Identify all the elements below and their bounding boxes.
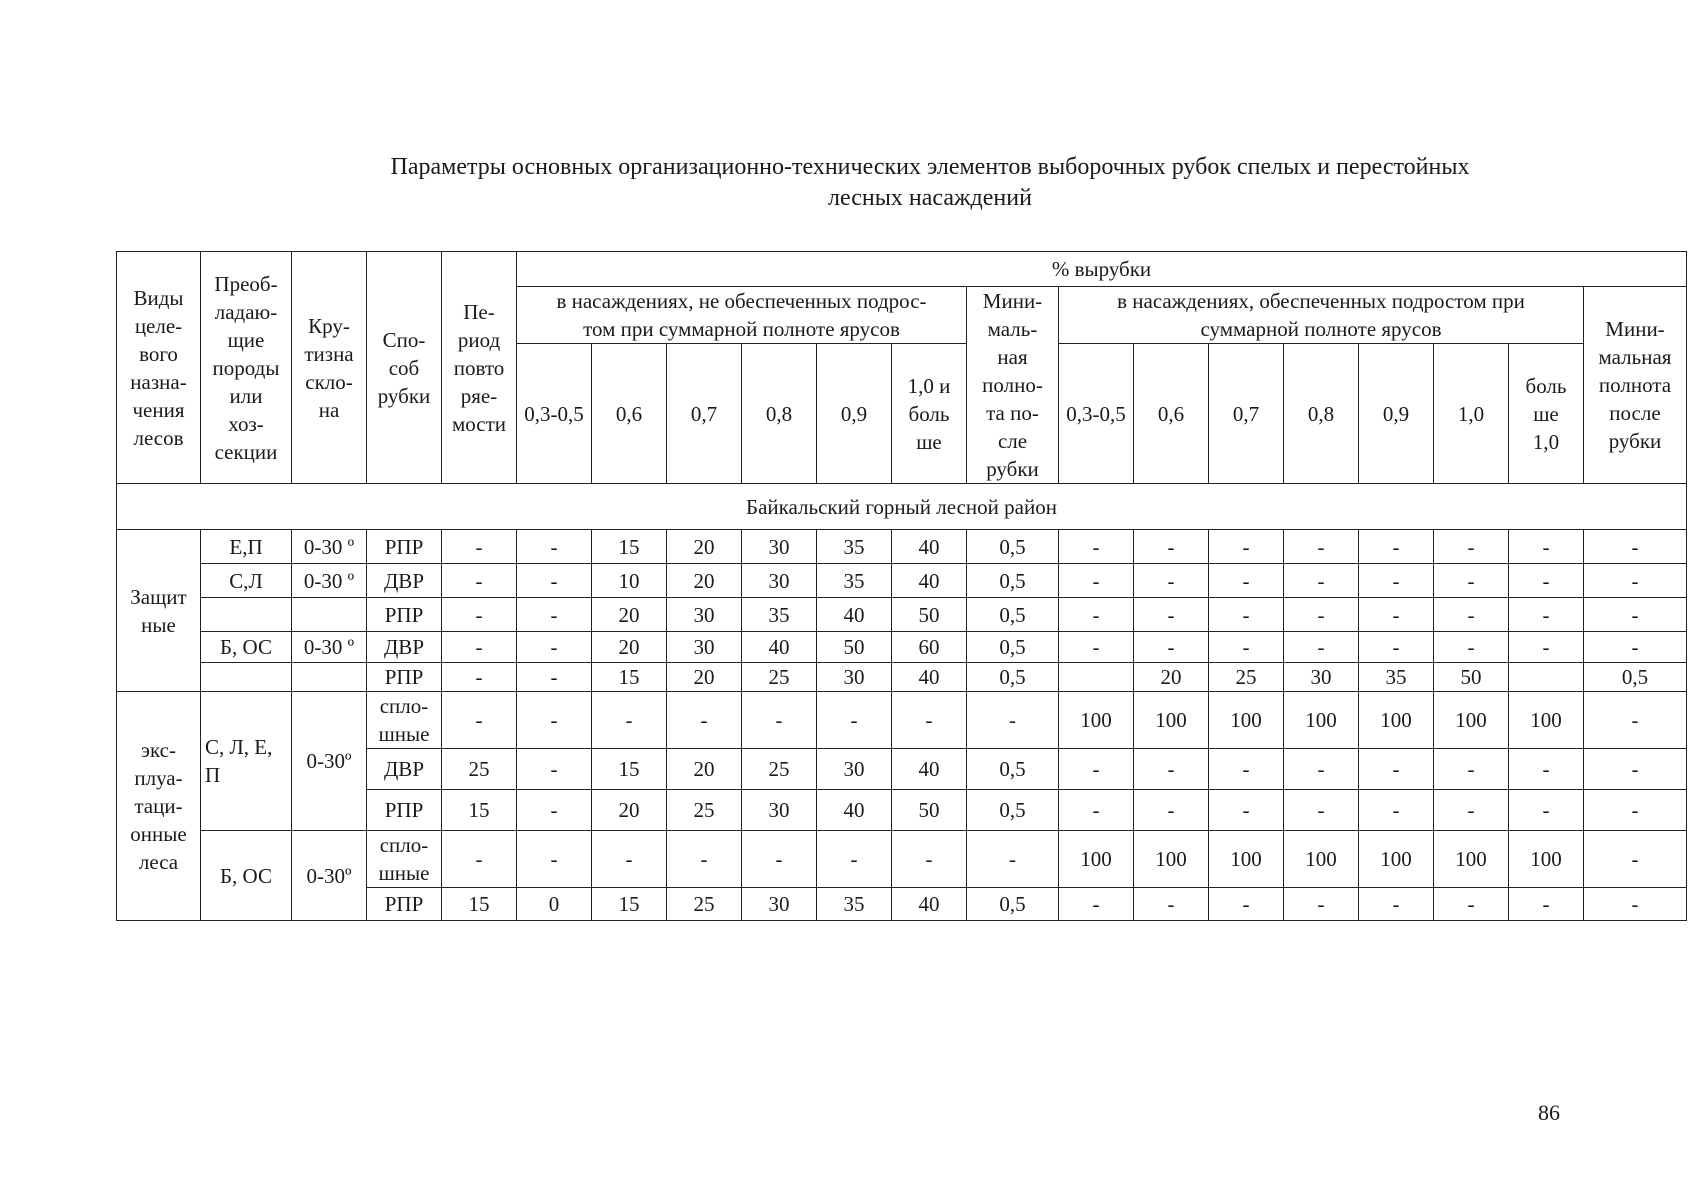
- value-cell: 100: [1284, 831, 1359, 888]
- value-cell: -: [1434, 564, 1509, 598]
- header-min-density-2: Мини- мальная полнота после рубки: [1584, 287, 1687, 484]
- value-cell: 40: [892, 530, 967, 564]
- value-cell: -: [1134, 749, 1209, 790]
- value-cell: 30: [742, 530, 817, 564]
- method-cell: РПР: [367, 888, 442, 921]
- slope-cell: 0-30 º: [292, 632, 367, 663]
- value-cell: -: [1509, 632, 1584, 663]
- value-cell: 20: [592, 632, 667, 663]
- period-cell: -: [442, 692, 517, 749]
- value-cell: 35: [817, 564, 892, 598]
- document-title: [230, 152, 1630, 214]
- period-cell: -: [442, 831, 517, 888]
- value-cell: 100: [1059, 692, 1134, 749]
- value-cell: -: [1359, 598, 1434, 632]
- min-density-cell: 0,5: [967, 632, 1059, 663]
- value-cell: -: [1134, 530, 1209, 564]
- value-cell: -: [592, 692, 667, 749]
- value-cell: -: [1209, 564, 1284, 598]
- value-cell: -: [1059, 632, 1134, 663]
- value-cell: 100: [1359, 831, 1434, 888]
- species-cell: С,Л: [201, 564, 292, 598]
- value-cell: -: [1509, 790, 1584, 831]
- value-cell: 15: [592, 749, 667, 790]
- min-density-cell: -: [967, 831, 1059, 888]
- species-cell: Е,П: [201, 530, 292, 564]
- value-cell: 35: [742, 598, 817, 632]
- value-cell: -: [1209, 598, 1284, 632]
- value-cell: 30: [742, 888, 817, 921]
- value-cell: 30: [1284, 663, 1359, 692]
- density-col-b: 0,8: [1284, 344, 1359, 484]
- value-cell: 30: [817, 749, 892, 790]
- density-col-a: 0,8: [742, 344, 817, 484]
- method-cell: ДВР: [367, 632, 442, 663]
- method-cell: сплo- шные: [367, 692, 442, 749]
- value-cell: -: [517, 564, 592, 598]
- method-cell: ДВР: [367, 564, 442, 598]
- value-cell: 50: [817, 632, 892, 663]
- title-line-1: Параметры основных организационно-технических элементов выборочных рубок спелых и перестойных: [390, 154, 1470, 180]
- value-cell: -: [1059, 564, 1134, 598]
- value-cell: 50: [892, 598, 967, 632]
- value-cell: -: [1509, 749, 1584, 790]
- species-cell: Б, ОС: [201, 831, 292, 921]
- value-cell: 20: [667, 530, 742, 564]
- min-density-cell: -: [1584, 692, 1687, 749]
- min-density-cell: -: [1584, 888, 1687, 921]
- header-purpose: Виды целе- вого назна- чения лесов: [117, 252, 201, 484]
- value-cell: -: [1359, 564, 1434, 598]
- value-cell: -: [517, 790, 592, 831]
- value-cell: 100: [1284, 692, 1359, 749]
- value-cell: -: [1284, 790, 1359, 831]
- value-cell: -: [667, 692, 742, 749]
- value-cell: 20: [592, 790, 667, 831]
- value-cell: 30: [742, 790, 817, 831]
- value-cell: -: [1434, 530, 1509, 564]
- value-cell: -: [1434, 749, 1509, 790]
- min-density-cell: -: [1584, 831, 1687, 888]
- density-col-b: боль ше 1,0: [1509, 344, 1584, 484]
- value-cell: 100: [1209, 831, 1284, 888]
- density-col-a: 1,0 и боль ше: [892, 344, 967, 484]
- group-exploitation: экс- плуа- таци- онные леса: [117, 692, 201, 921]
- value-cell: [1509, 663, 1584, 692]
- value-cell: -: [517, 530, 592, 564]
- value-cell: -: [1209, 790, 1284, 831]
- value-cell: -: [1434, 598, 1509, 632]
- min-density-cell: -: [1584, 632, 1687, 663]
- method-cell: сплo- шные: [367, 831, 442, 888]
- value-cell: -: [1059, 888, 1134, 921]
- min-density-cell: 0,5: [967, 888, 1059, 921]
- species-cell: [201, 598, 292, 632]
- value-cell: -: [1209, 632, 1284, 663]
- min-density-cell: 0,5: [967, 790, 1059, 831]
- value-cell: -: [1284, 888, 1359, 921]
- value-cell: 40: [817, 790, 892, 831]
- value-cell: -: [1059, 598, 1134, 632]
- value-cell: 0: [517, 888, 592, 921]
- density-col-a: 0,7: [667, 344, 742, 484]
- value-cell: -: [517, 598, 592, 632]
- value-cell: 35: [817, 888, 892, 921]
- value-cell: -: [1059, 749, 1134, 790]
- value-cell: 35: [817, 530, 892, 564]
- value-cell: -: [1284, 598, 1359, 632]
- value-cell: -: [1359, 888, 1434, 921]
- value-cell: 35: [1359, 663, 1434, 692]
- species-cell: [201, 663, 292, 692]
- value-cell: -: [517, 831, 592, 888]
- period-cell: -: [442, 632, 517, 663]
- value-cell: 40: [892, 749, 967, 790]
- slope-cell: 0-30 º: [292, 530, 367, 564]
- value-cell: -: [1059, 530, 1134, 564]
- value-cell: 25: [742, 749, 817, 790]
- density-col-b: 1,0: [1434, 344, 1509, 484]
- value-cell: -: [592, 831, 667, 888]
- value-cell: -: [1134, 888, 1209, 921]
- value-cell: 25: [742, 663, 817, 692]
- density-col-b: 0,6: [1134, 344, 1209, 484]
- header-slope: Кру- тизна скло- на: [292, 252, 367, 484]
- value-cell: -: [1509, 530, 1584, 564]
- value-cell: -: [1134, 598, 1209, 632]
- header-species: Преоб- ладаю- щие породы или хоз- секции: [201, 252, 292, 484]
- header-min-density-1: Мини- маль- ная полно- та по- сле рубки: [967, 287, 1059, 484]
- min-density-cell: 0,5: [967, 749, 1059, 790]
- slope-cell: [292, 663, 367, 692]
- value-cell: 50: [1434, 663, 1509, 692]
- value-cell: -: [1134, 632, 1209, 663]
- value-cell: -: [517, 692, 592, 749]
- value-cell: 100: [1434, 692, 1509, 749]
- value-cell: -: [742, 831, 817, 888]
- value-cell: -: [1359, 530, 1434, 564]
- header-cut-percent: % вырубки: [517, 252, 1687, 287]
- period-cell: -: [442, 530, 517, 564]
- value-cell: -: [667, 831, 742, 888]
- min-density-cell: -: [967, 692, 1059, 749]
- min-density-cell: 0,5: [967, 598, 1059, 632]
- value-cell: 25: [667, 790, 742, 831]
- value-cell: 40: [817, 598, 892, 632]
- value-cell: -: [817, 831, 892, 888]
- value-cell: 30: [667, 632, 742, 663]
- min-density-cell: 0,5: [1584, 663, 1687, 692]
- method-cell: РПР: [367, 530, 442, 564]
- value-cell: 40: [892, 663, 967, 692]
- slope-cell: 0-30 º: [292, 564, 367, 598]
- value-cell: -: [1284, 530, 1359, 564]
- density-col-b: 0,3-0,5: [1059, 344, 1134, 484]
- value-cell: 15: [592, 663, 667, 692]
- value-cell: -: [517, 749, 592, 790]
- value-cell: 40: [892, 888, 967, 921]
- value-cell: -: [892, 692, 967, 749]
- density-col-a: 0,6: [592, 344, 667, 484]
- value-cell: 100: [1059, 831, 1134, 888]
- value-cell: -: [1434, 790, 1509, 831]
- slope-cell: 0-30º: [292, 692, 367, 831]
- method-cell: РПР: [367, 790, 442, 831]
- min-density-cell: -: [1584, 564, 1687, 598]
- value-cell: -: [1134, 790, 1209, 831]
- min-density-cell: -: [1584, 749, 1687, 790]
- value-cell: -: [1284, 564, 1359, 598]
- value-cell: 15: [592, 530, 667, 564]
- value-cell: -: [1434, 632, 1509, 663]
- value-cell: 20: [667, 749, 742, 790]
- value-cell: -: [1359, 749, 1434, 790]
- value-cell: -: [1209, 530, 1284, 564]
- value-cell: -: [817, 692, 892, 749]
- value-cell: -: [1434, 888, 1509, 921]
- value-cell: 100: [1359, 692, 1434, 749]
- header-method: Спо- соб рубки: [367, 252, 442, 484]
- value-cell: 100: [1134, 692, 1209, 749]
- value-cell: -: [1284, 632, 1359, 663]
- period-cell: 15: [442, 790, 517, 831]
- value-cell: 20: [1134, 663, 1209, 692]
- value-cell: 40: [892, 564, 967, 598]
- min-density-cell: -: [1584, 598, 1687, 632]
- min-density-cell: -: [1584, 530, 1687, 564]
- value-cell: -: [1284, 749, 1359, 790]
- value-cell: -: [517, 663, 592, 692]
- title-line-2: лесных насаждений: [828, 185, 1032, 211]
- value-cell: 60: [892, 632, 967, 663]
- density-col-b: 0,7: [1209, 344, 1284, 484]
- value-cell: 25: [1209, 663, 1284, 692]
- value-cell: 100: [1134, 831, 1209, 888]
- slope-cell: 0-30º: [292, 831, 367, 921]
- value-cell: -: [1509, 598, 1584, 632]
- value-cell: -: [1209, 749, 1284, 790]
- header-period: Пе- риод повто ряе- мости: [442, 252, 517, 484]
- min-density-cell: 0,5: [967, 530, 1059, 564]
- density-col-a: 0,3-0,5: [517, 344, 592, 484]
- method-cell: РПР: [367, 663, 442, 692]
- slope-cell: [292, 598, 367, 632]
- value-cell: 50: [892, 790, 967, 831]
- period-cell: 15: [442, 888, 517, 921]
- header-group-no-undergrowth: в насаждениях, не обеспеченных подрос- том при суммарной полноте ярусов: [517, 287, 967, 344]
- parameters-table: [116, 251, 1687, 921]
- value-cell: 20: [667, 663, 742, 692]
- value-cell: -: [1509, 564, 1584, 598]
- min-density-cell: -: [1584, 790, 1687, 831]
- value-cell: 15: [592, 888, 667, 921]
- value-cell: -: [1359, 632, 1434, 663]
- value-cell: 100: [1509, 831, 1584, 888]
- min-density-cell: 0,5: [967, 663, 1059, 692]
- method-cell: ДВР: [367, 749, 442, 790]
- value-cell: 20: [592, 598, 667, 632]
- value-cell: -: [1509, 888, 1584, 921]
- value-cell: 30: [742, 564, 817, 598]
- min-density-cell: 0,5: [967, 564, 1059, 598]
- value-cell: -: [1134, 564, 1209, 598]
- value-cell: -: [742, 692, 817, 749]
- value-cell: 100: [1434, 831, 1509, 888]
- species-cell: Б, ОС: [201, 632, 292, 663]
- period-cell: -: [442, 598, 517, 632]
- value-cell: 30: [817, 663, 892, 692]
- period-cell: 25: [442, 749, 517, 790]
- value-cell: 20: [667, 564, 742, 598]
- period-cell: -: [442, 663, 517, 692]
- value-cell: -: [517, 632, 592, 663]
- value-cell: -: [1359, 790, 1434, 831]
- value-cell: 40: [742, 632, 817, 663]
- header-group-undergrowth: в насаждениях, обеспеченных подростом при суммарной полноте ярусов: [1059, 287, 1584, 344]
- value-cell: 100: [1509, 692, 1584, 749]
- value-cell: 30: [667, 598, 742, 632]
- period-cell: -: [442, 564, 517, 598]
- value-cell: 10: [592, 564, 667, 598]
- density-col-b: 0,9: [1359, 344, 1434, 484]
- species-cell: С, Л, Е, П: [201, 692, 292, 831]
- value-cell: -: [1059, 790, 1134, 831]
- method-cell: РПР: [367, 598, 442, 632]
- page-number: 86: [1538, 1100, 1560, 1125]
- group-protective: Защит ные: [117, 530, 201, 692]
- density-col-a: 0,9: [817, 344, 892, 484]
- value-cell: 100: [1209, 692, 1284, 749]
- region-row: Байкальский горный лесной район: [117, 484, 1687, 530]
- value-cell: -: [1209, 888, 1284, 921]
- value-cell: [1059, 663, 1134, 692]
- value-cell: -: [892, 831, 967, 888]
- value-cell: 25: [667, 888, 742, 921]
